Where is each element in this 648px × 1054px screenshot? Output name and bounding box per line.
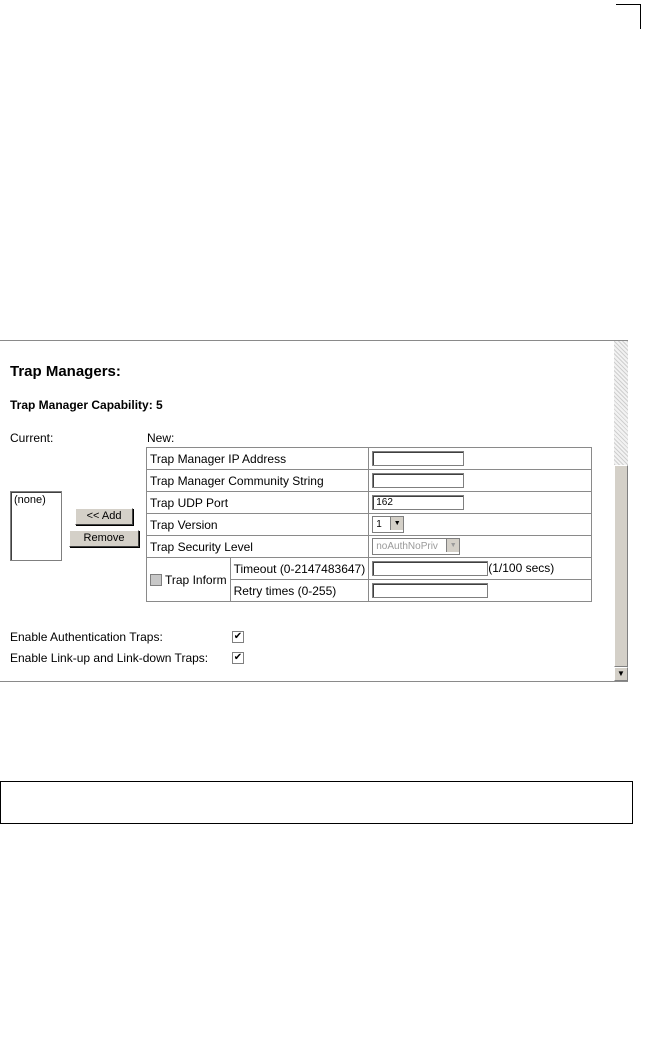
- timeout-input[interactable]: [372, 561, 488, 576]
- chevron-down-icon: ▼: [390, 517, 403, 530]
- trap-managers-panel: [0, 340, 628, 682]
- new-trap-manager-form: [146, 447, 592, 602]
- community-string-label: Trap Manager Community String: [147, 470, 369, 492]
- security-level-select: [372, 538, 460, 555]
- list-item[interactable]: (none): [14, 494, 46, 506]
- udp-port-input[interactable]: 162: [372, 495, 464, 510]
- chevron-down-icon: ▼: [446, 539, 459, 552]
- trap-inform-cell: [147, 558, 231, 602]
- scrollbar-thumb[interactable]: [614, 465, 628, 667]
- new-label: New:: [147, 431, 175, 445]
- community-string-input[interactable]: [372, 473, 464, 488]
- timeout-label: Timeout (0-2147483647): [230, 558, 369, 580]
- security-level-value: noAuthNoPriv: [376, 541, 438, 552]
- retry-times-input[interactable]: [372, 583, 488, 598]
- link-traps-label: Enable Link-up and Link-down Traps:: [10, 651, 209, 665]
- empty-bordered-box: [0, 781, 633, 824]
- udp-port-label: Trap UDP Port: [147, 492, 369, 514]
- scroll-down-arrow-icon[interactable]: ▼: [614, 667, 628, 681]
- timeout-unit: (1/100 secs): [488, 560, 555, 575]
- vertical-scrollbar[interactable]: [614, 341, 628, 681]
- ip-address-input[interactable]: [372, 451, 464, 466]
- remove-button[interactable]: Remove: [69, 530, 139, 547]
- current-trap-managers-list[interactable]: [10, 491, 62, 561]
- checkmark-icon: ✔: [233, 631, 243, 642]
- retry-times-label: Retry times (0-255): [230, 580, 369, 602]
- page-title: Trap Managers:: [10, 363, 121, 380]
- trap-version-value: 1: [376, 519, 382, 530]
- trap-manager-capability: Trap Manager Capability: 5: [10, 398, 163, 412]
- auth-traps-checkbox[interactable]: [232, 631, 244, 643]
- security-level-label: Trap Security Level: [147, 536, 369, 558]
- page-corner-mark: [616, 4, 641, 29]
- checkmark-icon: ✔: [233, 652, 243, 663]
- trap-inform-checkbox[interactable]: [150, 574, 162, 586]
- link-traps-checkbox[interactable]: [232, 652, 244, 664]
- trap-inform-label: Trap Inform: [165, 572, 227, 587]
- ip-address-label: Trap Manager IP Address: [147, 448, 369, 470]
- add-button[interactable]: << Add: [75, 508, 133, 525]
- current-label: Current:: [10, 431, 54, 445]
- auth-traps-label: Enable Authentication Traps:: [10, 630, 163, 644]
- trap-version-label: Trap Version: [147, 514, 369, 536]
- trap-version-select[interactable]: [372, 516, 404, 533]
